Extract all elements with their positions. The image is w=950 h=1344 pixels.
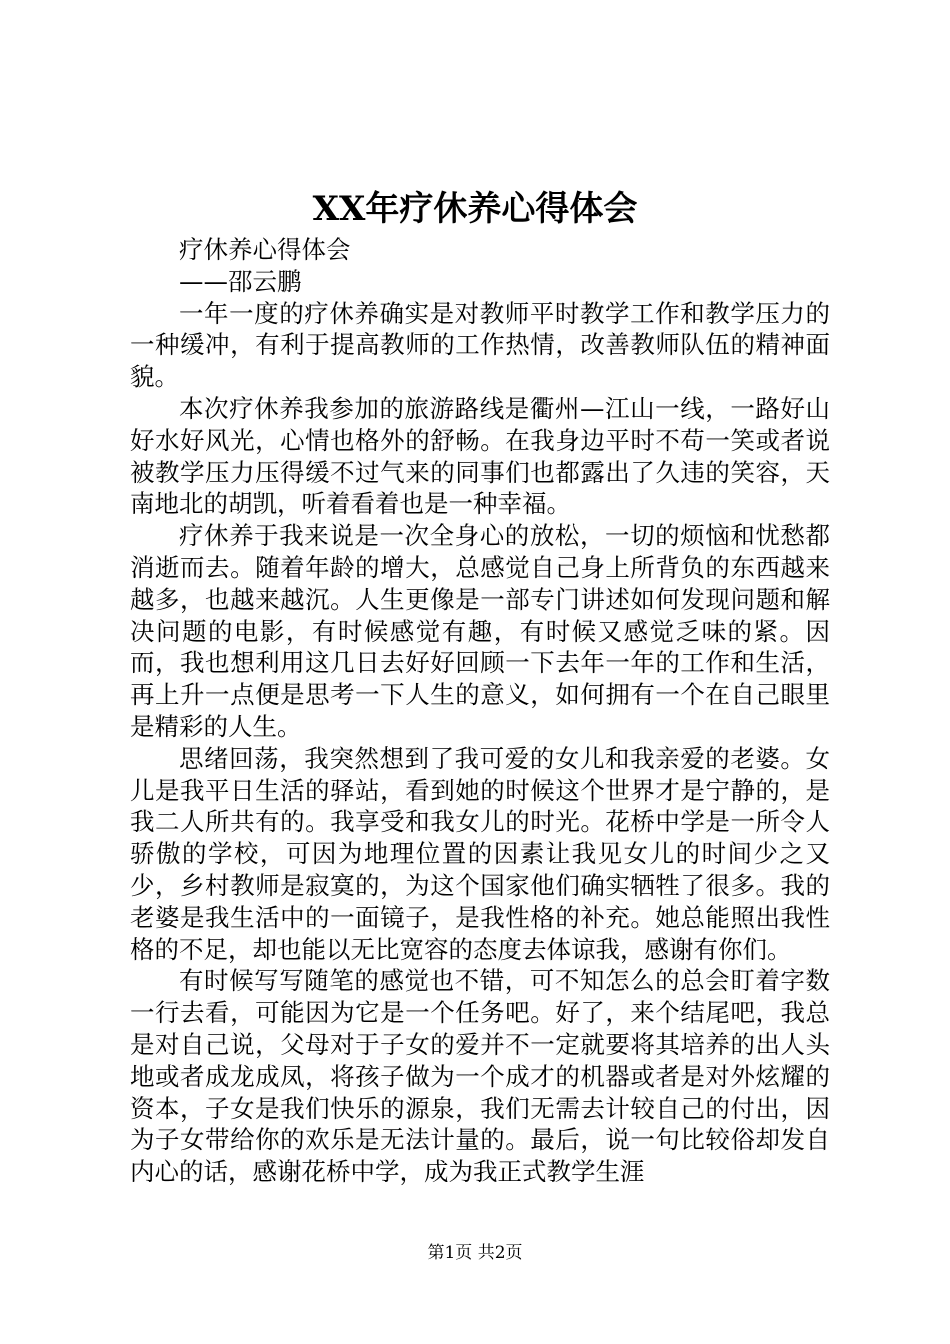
paragraph-subtitle: 疗休养心得体会	[179, 235, 351, 264]
paragraph: 思绪回荡，我突然想到了我可爱的女儿和我亲爱的老婆。女儿是我平日生活的驿站，看到她的时候这个世界才是宁静的，是我二人所共有的。我享受和我女儿的时光。花桥中学是一所令人骄傲的学校，可因为地理位置的因素让我见女儿的时间少之又少，乡村教师是寂寞的，为这个国家他们确实牺牲了很多。我的老婆是我生活中的一面镜子，是我性格的补充。她总能照出我性格的不足，却也能以无比宽容的态度去体谅我，感谢有你们。	[130, 743, 830, 964]
document-title: XX年疗休养心得体会	[312, 189, 638, 229]
paragraph-author: ——邵云鹏	[179, 266, 302, 296]
paragraph: 一年一度的疗休养确实是对教师平时教学工作和教学压力的一种缓冲，有利于提高教师的工作热情，改善教师队伍的精神面貌。	[130, 298, 830, 392]
paragraph: 疗休养于我来说是一次全身心的放松，一切的烦恼和忧愁都消逝而去。随着年龄的增大，总感觉自己身上所背负的东西越来越多，也越来越沉。人生更像是一部专门讲述如何发现问题和解决问题的电影，有时候感觉有趣，有时候又感觉乏味的紧。因而，我也想利用这几日去好好回顾一下去年一年的工作和生活，再上升一点便是思考一下人生的意义，如何拥有一个在自己眼里是精彩的人生。	[130, 521, 830, 741]
paragraph: 有时候写写随笔的感觉也不错，可不知怎么的总会盯着字数一行去看，可能因为它是一个任务吧。好了，来个结尾吧，我总是对自己说，父母对于子女的爱并不一定就要将其培养的出人头地或者成龙成凤，将孩子做为一个成才的机器或者是对外炫耀的资本，子女是我们快乐的源泉，我们无需去计较自己的付出，因为子女带给你的欢乐是无法计量的。最后，说一句比较俗却发自内心的话，感谢花桥中学，成为我正式教学生涯	[130, 966, 830, 1187]
page-footer: 第1页 共2页	[427, 1243, 523, 1263]
paragraph: 本次疗休养我参加的旅游路线是衢州—江山一线，一路好山好水好风光，心情也格外的舒畅。在我身边平时不苟一笑或者说被教学压力压得缓不过气来的同事们也都露出了久违的笑容，天南地北的胡凯，听着看着也是一种幸福。	[130, 393, 830, 519]
document-body	[130, 234, 830, 1188]
